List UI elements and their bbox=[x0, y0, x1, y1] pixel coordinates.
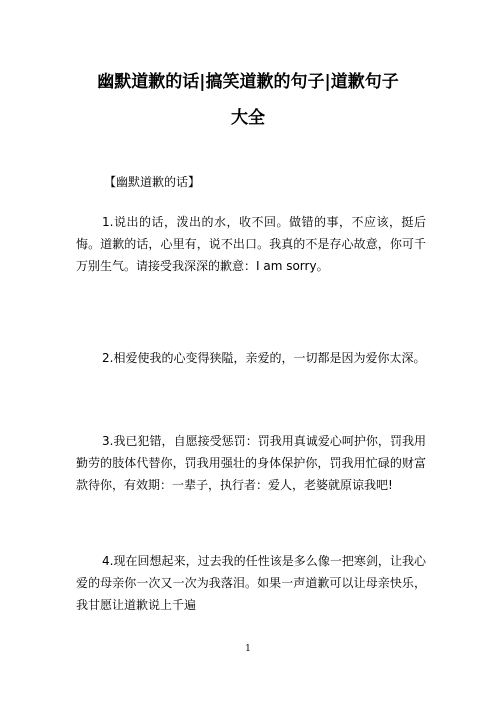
paragraph-1-text: 1.说出的话，泼出的水，收不回。做错的事，不应该，挺后悔。道歉的话，心里有，说不出口。我真的不是存心故意，你可千万别生气。请接受我深深的歉意：I am sorry。 bbox=[76, 215, 426, 273]
paragraph-4 bbox=[76, 550, 426, 616]
paragraph-2 bbox=[76, 347, 426, 369]
paragraph-3-text: 3.我已犯错，自愿接受惩罚：罚我用真诚爱心呵护你，罚我用勤劳的肢体代替你，罚我用强壮的身体保护你，罚我用忙碌的财富款待你，有效期：一辈子，执行者：爱人，老婆就原谅我吧! bbox=[76, 434, 426, 492]
page-number: 1 bbox=[245, 644, 251, 654]
document-title-line-2: 大全 bbox=[231, 108, 265, 128]
document-title-line-1: 幽默道歉的话|搞笑道歉的句子|道歉句子 bbox=[97, 72, 399, 92]
paragraph-2-text: 2.相爱使我的心变得狭隘，亲爱的，一切都是因为爱你太深。 bbox=[102, 351, 426, 365]
paragraph-4-text: 4.现在回想起来，过去我的任性该是多么像一把寒剑，让我心爱的母亲你一次又一次为我落泪。如果一声道歉可以让母亲快乐，我甘愿让道歉说上千遍 bbox=[76, 554, 426, 612]
paragraph-3 bbox=[76, 430, 426, 496]
section-heading: 【幽默道歉的话】 bbox=[104, 175, 201, 189]
paragraph-1 bbox=[76, 211, 426, 277]
